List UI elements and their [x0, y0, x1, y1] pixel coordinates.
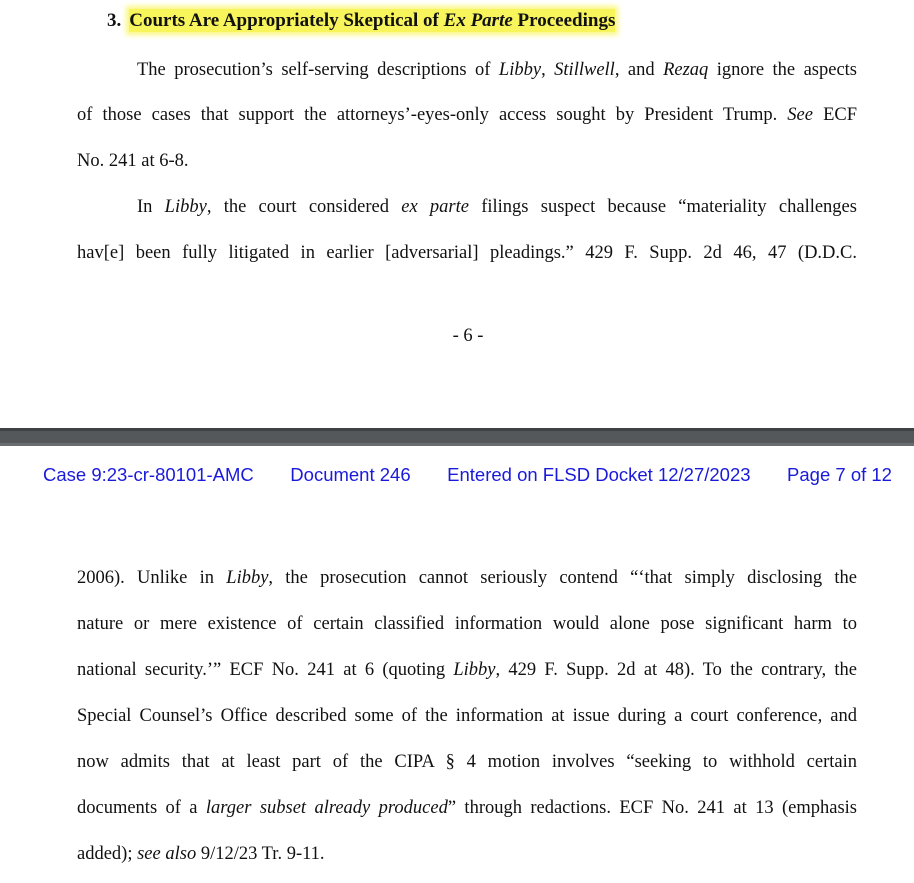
- paragraph-line: 2006). Unlike in Libby, the prosecution cannot seriously contend “‘that simply disclosing the: [77, 568, 857, 588]
- highlighted-heading: Courts Are Appropriately Skeptical of Ex Parte Proceedings: [129, 10, 616, 31]
- page-separator: [0, 428, 914, 446]
- case-number: Case 9:23-cr-80101-AMC: [43, 464, 254, 485]
- paragraph-line: now admits that at least part of the CIPA § 4 motion involves “seeking to withhold certain: [77, 752, 857, 772]
- page-number: - 6 -: [452, 326, 484, 346]
- page-count: Page 7 of 12: [787, 464, 892, 485]
- document-page-6: [0, 0, 914, 428]
- paragraph-line: hav[e] been fully litigated in earlier [adversarial] pleadings.” 429 F. Supp. 2d 46, 47 (D.D.C.: [77, 243, 857, 263]
- paragraph-line: of those cases that support the attorneys’-eyes-only access sought by President Trump. See ECF: [77, 105, 857, 125]
- paragraph-line: nature or mere existence of certain classified information would alone pose significant harm to: [77, 614, 857, 634]
- paragraph-line: The prosecution’s self-serving descriptions of Libby, Stillwell, and Rezaq ignore the aspects: [137, 60, 858, 80]
- document-page-7: [0, 446, 914, 883]
- paragraph-line: Special Counsel’s Office described some of the information at issue during a court conference, and: [77, 706, 857, 726]
- section-heading: [107, 10, 615, 32]
- paragraph-line: documents of a larger subset already produced” through redactions. ECF No. 241 at 13 (emphasis: [77, 798, 858, 818]
- section-number: 3.: [107, 10, 122, 31]
- paragraph-line: In Libby, the court considered ex parte filings suspect because “materiality challenges: [137, 197, 857, 217]
- case-header: [0, 464, 914, 486]
- document-number: Document 246: [290, 464, 411, 485]
- paragraph-line: national security.’” ECF No. 241 at 6 (quoting Libby, 429 F. Supp. 2d at 48). To the contrary, the: [77, 660, 858, 680]
- paragraph-line: added); see also 9/12/23 Tr. 9-11.: [77, 844, 325, 864]
- docket-entry: Entered on FLSD Docket 12/27/2023: [447, 464, 751, 485]
- paragraph-line: No. 241 at 6-8.: [77, 151, 189, 171]
